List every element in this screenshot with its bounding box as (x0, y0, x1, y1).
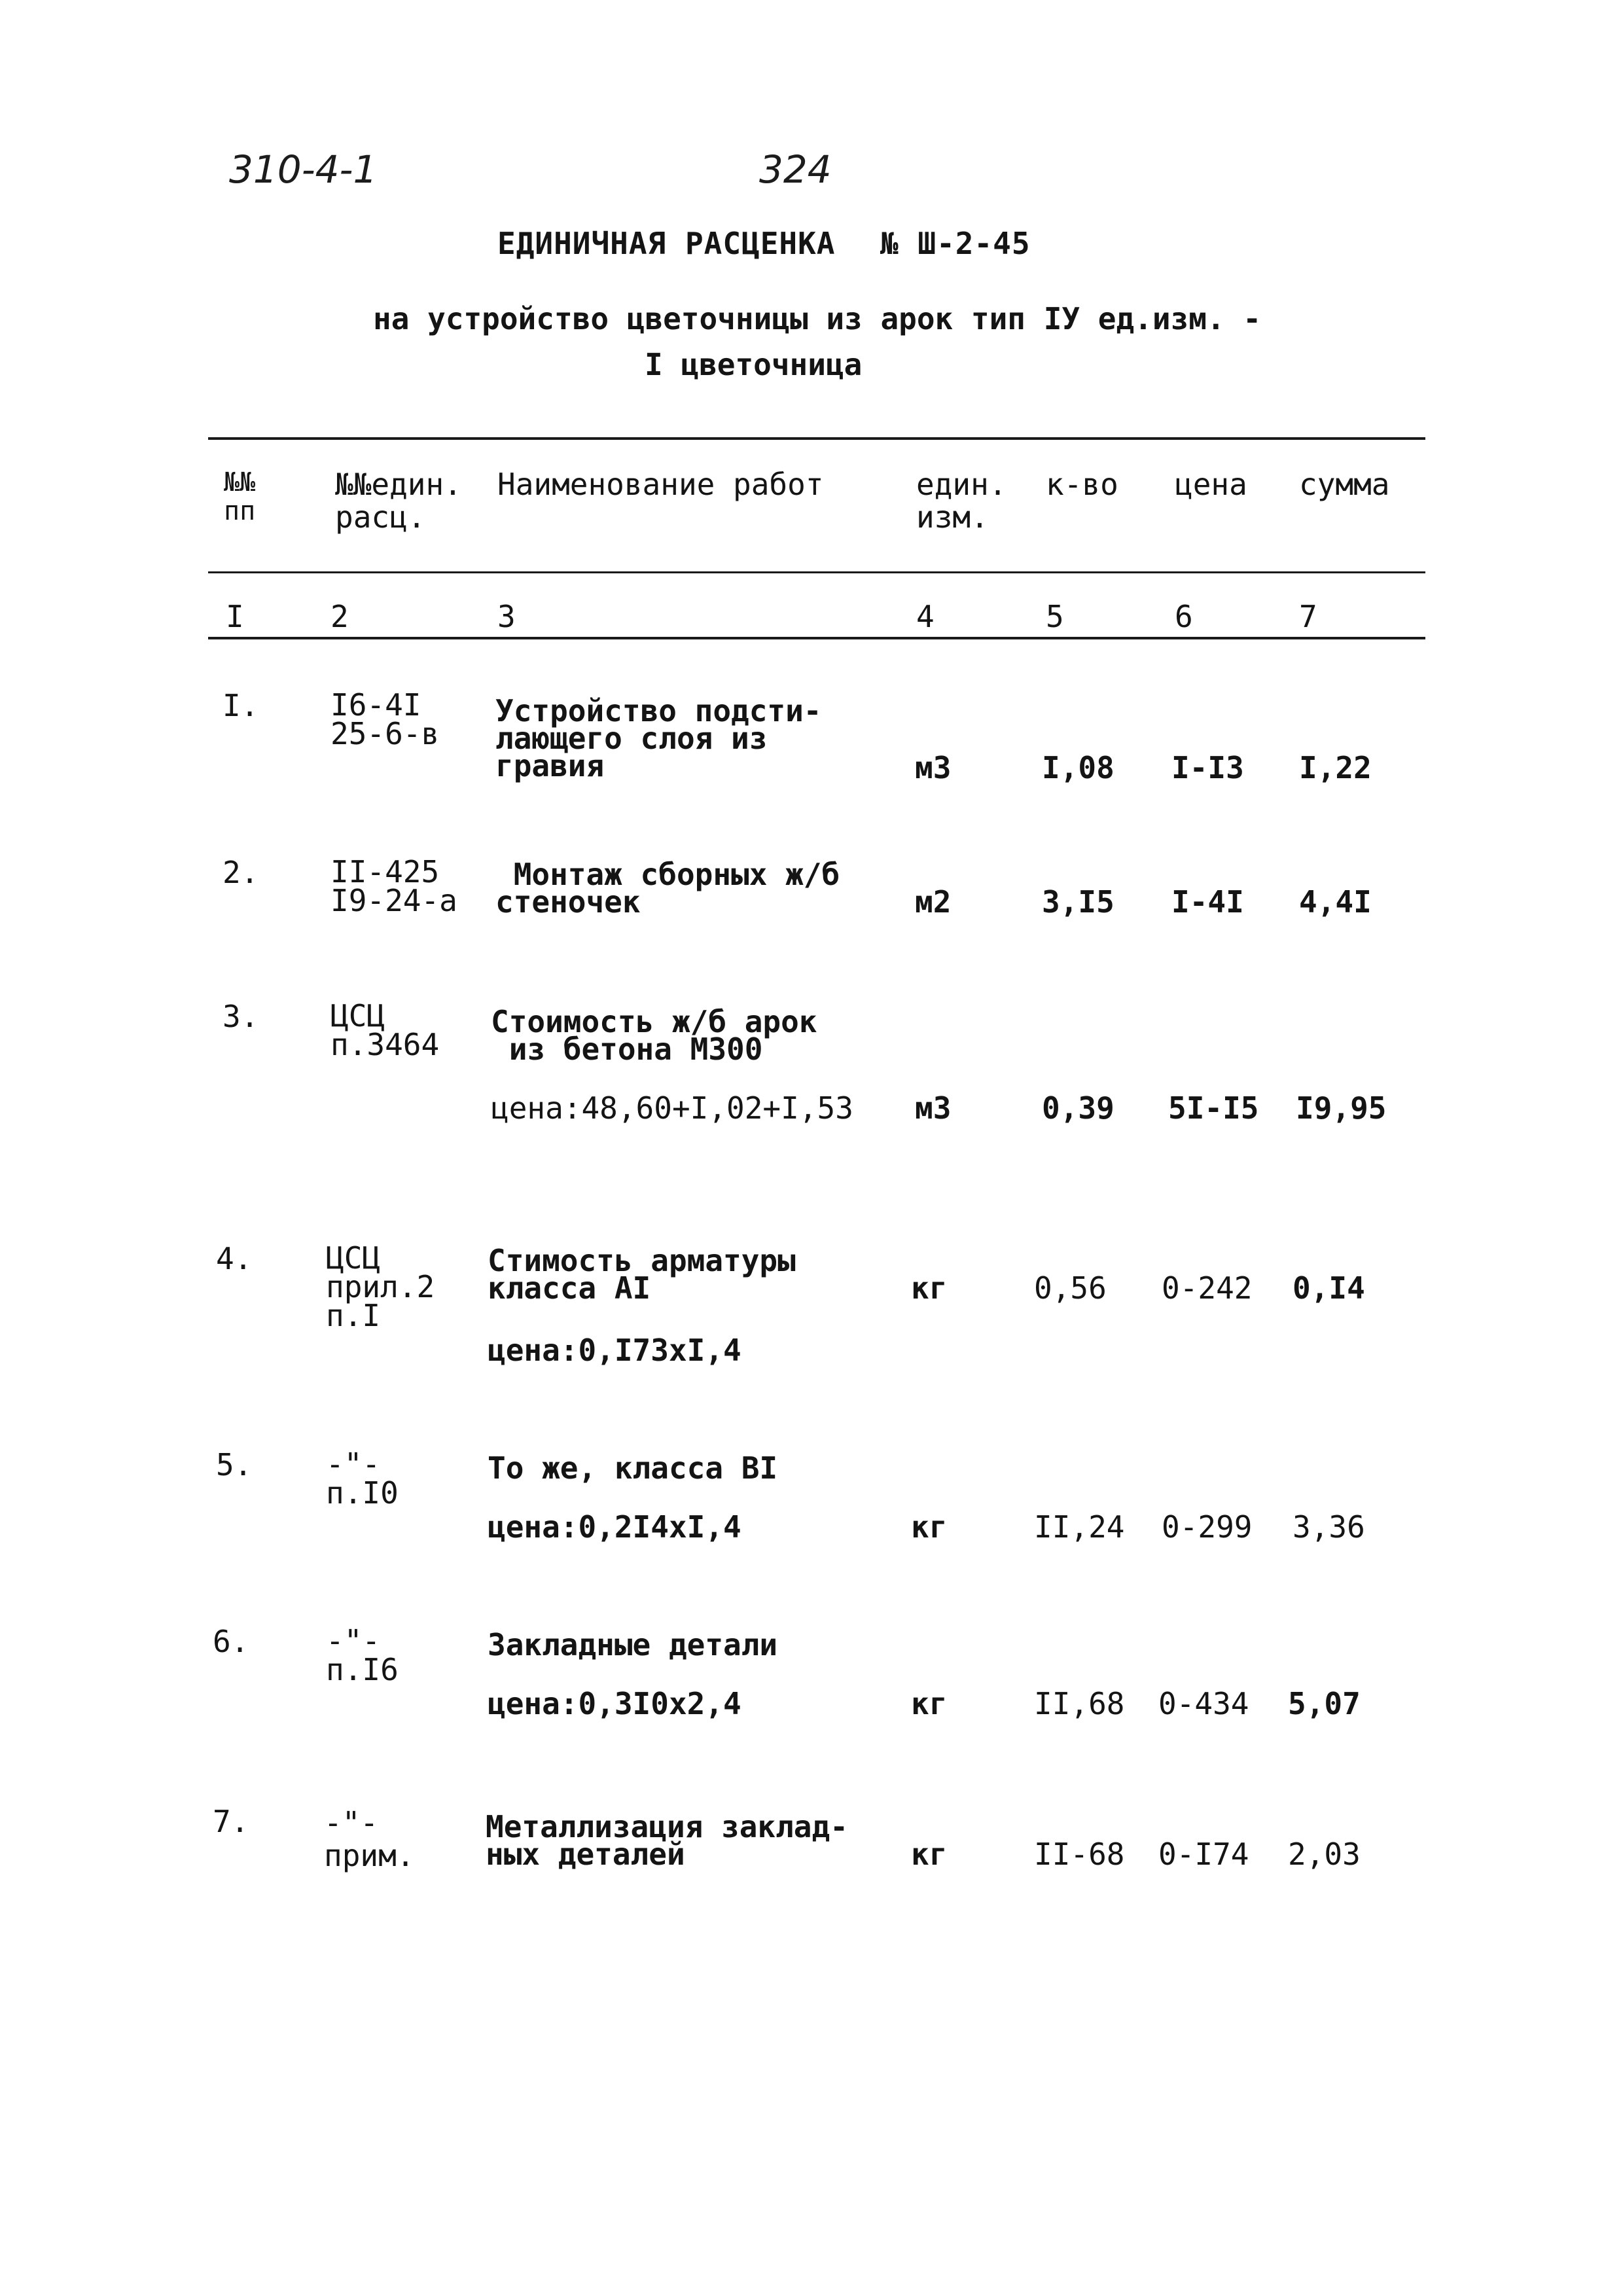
table-top-rule (208, 437, 1425, 440)
row-3-unit: м3 (915, 1090, 952, 1126)
row-3-price: 5I-I5 (1168, 1090, 1259, 1126)
header-row-number: №№ пп (224, 467, 256, 526)
row-2-rate-code: II-425 I9-24-а (330, 854, 457, 918)
page-number: 324 (759, 147, 832, 192)
column-number-3: 3 (497, 599, 516, 634)
column-number-4: 4 (916, 599, 935, 634)
row-5-rate-code: -"- п.I0 (326, 1446, 399, 1511)
row-5-unit: кг (911, 1509, 948, 1545)
column-numbers-rule (208, 637, 1425, 639)
subtitle-line-2: I цветочница (645, 347, 863, 382)
column-number-7: 7 (1299, 599, 1317, 634)
row-7-work-name: Металлизация заклад- ных деталей (486, 1809, 848, 1872)
row-3-quantity: 0,39 (1042, 1090, 1115, 1126)
header-price: цена (1175, 467, 1247, 502)
header-sum: сумма (1299, 467, 1390, 502)
document-heading: ЕДИНИЧНАЯ РАСЦЕНКА (497, 226, 836, 261)
row-2-price: I-4I (1171, 884, 1244, 920)
row-2-sum: 4,4I (1299, 884, 1372, 920)
row-2-number: 2. (223, 855, 259, 890)
row-7-price: 0-I74 (1158, 1837, 1249, 1872)
header-rate-number: №№един. расц. (335, 467, 462, 535)
subtitle-line-1: на устройство цветочницы из арок тип IУ ед.изм. - (373, 301, 1262, 336)
row-7-sum: 2,03 (1288, 1837, 1361, 1872)
row-4-unit: кг (911, 1270, 948, 1306)
row-3-number: 3. (223, 999, 259, 1034)
row-7-unit: кг (911, 1837, 948, 1872)
row-4-work-name: Стимость арматуры класса АI (488, 1243, 796, 1306)
row-1-number: I. (223, 688, 259, 723)
column-number-5: 5 (1046, 599, 1064, 634)
row-3-price-formula: цена:48,60+I,02+I,53 (491, 1090, 853, 1126)
row-5-quantity: II,24 (1034, 1509, 1125, 1545)
row-1-rate-code: I6-4I 25-6-в (330, 687, 440, 751)
row-6-unit: кг (911, 1686, 948, 1721)
row-4-price-formula: цена:0,I73хI,4 (488, 1333, 741, 1368)
header-bottom-rule (208, 571, 1425, 573)
row-1-work-name: Устройство подсти- лающего слоя из гравия (495, 693, 822, 783)
row-2-unit: м2 (915, 884, 952, 920)
row-7-number: 7. (213, 1804, 249, 1839)
row-1-unit: м3 (915, 750, 952, 785)
row-2-work-name: Монтаж сборных ж/б стеночек (495, 857, 840, 920)
row-7-quantity: II-68 (1034, 1837, 1125, 1872)
row-5-sum: 3,36 (1293, 1509, 1365, 1545)
row-7-rate-code: -"- прим. (324, 1805, 415, 1873)
row-3-sum: I9,95 (1296, 1090, 1387, 1126)
row-6-work-name: Закладные детали (488, 1627, 778, 1662)
row-6-number: 6. (213, 1624, 249, 1659)
row-1-quantity: I,08 (1042, 750, 1115, 785)
row-6-price: 0-434 (1158, 1686, 1249, 1721)
row-4-rate-code: ЦСЦ прил.2 п.I (326, 1240, 435, 1333)
header-quantity: к-во (1046, 467, 1118, 502)
row-1-price: I-I3 (1171, 750, 1244, 785)
column-number-6: 6 (1175, 599, 1193, 634)
row-2-quantity: 3,I5 (1042, 884, 1115, 920)
row-3-work-name: Стоимость ж/б арок из бетона М300 (491, 1004, 817, 1067)
column-number-2: 2 (330, 599, 349, 634)
row-4-quantity: 0,56 (1034, 1270, 1107, 1306)
row-5-price-formula: цена:0,2I4хI,4 (488, 1509, 741, 1545)
row-4-number: 4. (216, 1241, 253, 1276)
column-number-1: I (226, 599, 244, 634)
row-5-work-name: То же, класса ВI (488, 1450, 778, 1486)
heading-number: № Ш-2-45 (880, 226, 1031, 261)
header-work-name: Наименование работ (497, 467, 824, 502)
row-3-rate-code: ЦСЦ п.3464 (330, 998, 440, 1062)
row-4-sum: 0,I4 (1293, 1270, 1365, 1306)
row-6-price-formula: цена:0,3I0х2,4 (488, 1686, 741, 1721)
row-1-sum: I,22 (1299, 750, 1372, 785)
row-6-quantity: II,68 (1034, 1686, 1125, 1721)
row-5-price: 0-299 (1162, 1509, 1253, 1545)
row-6-sum: 5,07 (1288, 1686, 1361, 1721)
row-5-number: 5. (216, 1447, 253, 1482)
document-code: 310-4-1 (229, 147, 378, 192)
row-4-price: 0-242 (1162, 1270, 1253, 1306)
header-unit: един. изм. (916, 467, 1007, 535)
row-6-rate-code: -"- п.I6 (326, 1623, 399, 1687)
